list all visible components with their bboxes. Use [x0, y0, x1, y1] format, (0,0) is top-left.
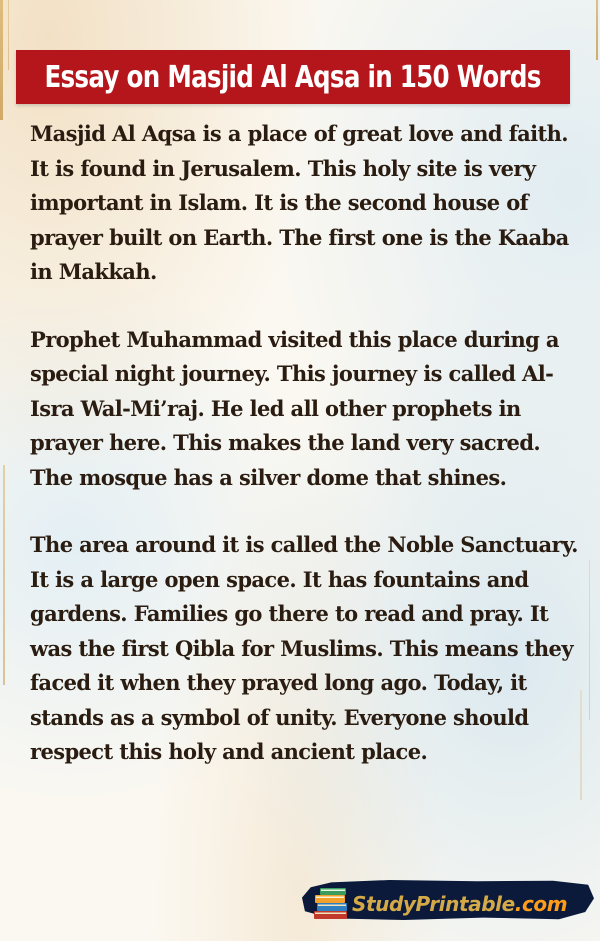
books-icon: [312, 887, 352, 921]
brand-logo-text: [352, 892, 567, 916]
title-banner: [16, 50, 570, 104]
essay-paragraph: Masjid Al Aqsa is a place of great love and faith. It is found in Jerusalem. This holy site is very important in Islam. It is the second house of prayer built on Earth. The first one is the Kaaba in Makkah.: [30, 121, 569, 284]
page-title: Essay on Masjid Al Aqsa in 150 Words: [44, 59, 542, 95]
essay-paragraph: Prophet Muhammad visited this place during a special night journey. This journey is called Al-Isra Wal-Mi’raj. He led all other prophets in prayer here. This makes the land very sacred. The mosque has a silver dome that shines.: [30, 326, 559, 490]
essay-paragraph: The area around it is called the Noble Sanctuary. It is a large open space. It has fountains and gardens. Families go there to read and pray. It was the first Qibla for Muslims. This means they faced it when they prayed long ago. Today, it stands as a symbol of unity. Everyone should respect this holy and ancient place.: [30, 532, 578, 764]
brand-name: StudyPrintable: [352, 892, 515, 916]
brand-footer[interactable]: [302, 872, 596, 926]
brand-tld: .com: [514, 892, 568, 916]
essay-body: [30, 117, 582, 803]
